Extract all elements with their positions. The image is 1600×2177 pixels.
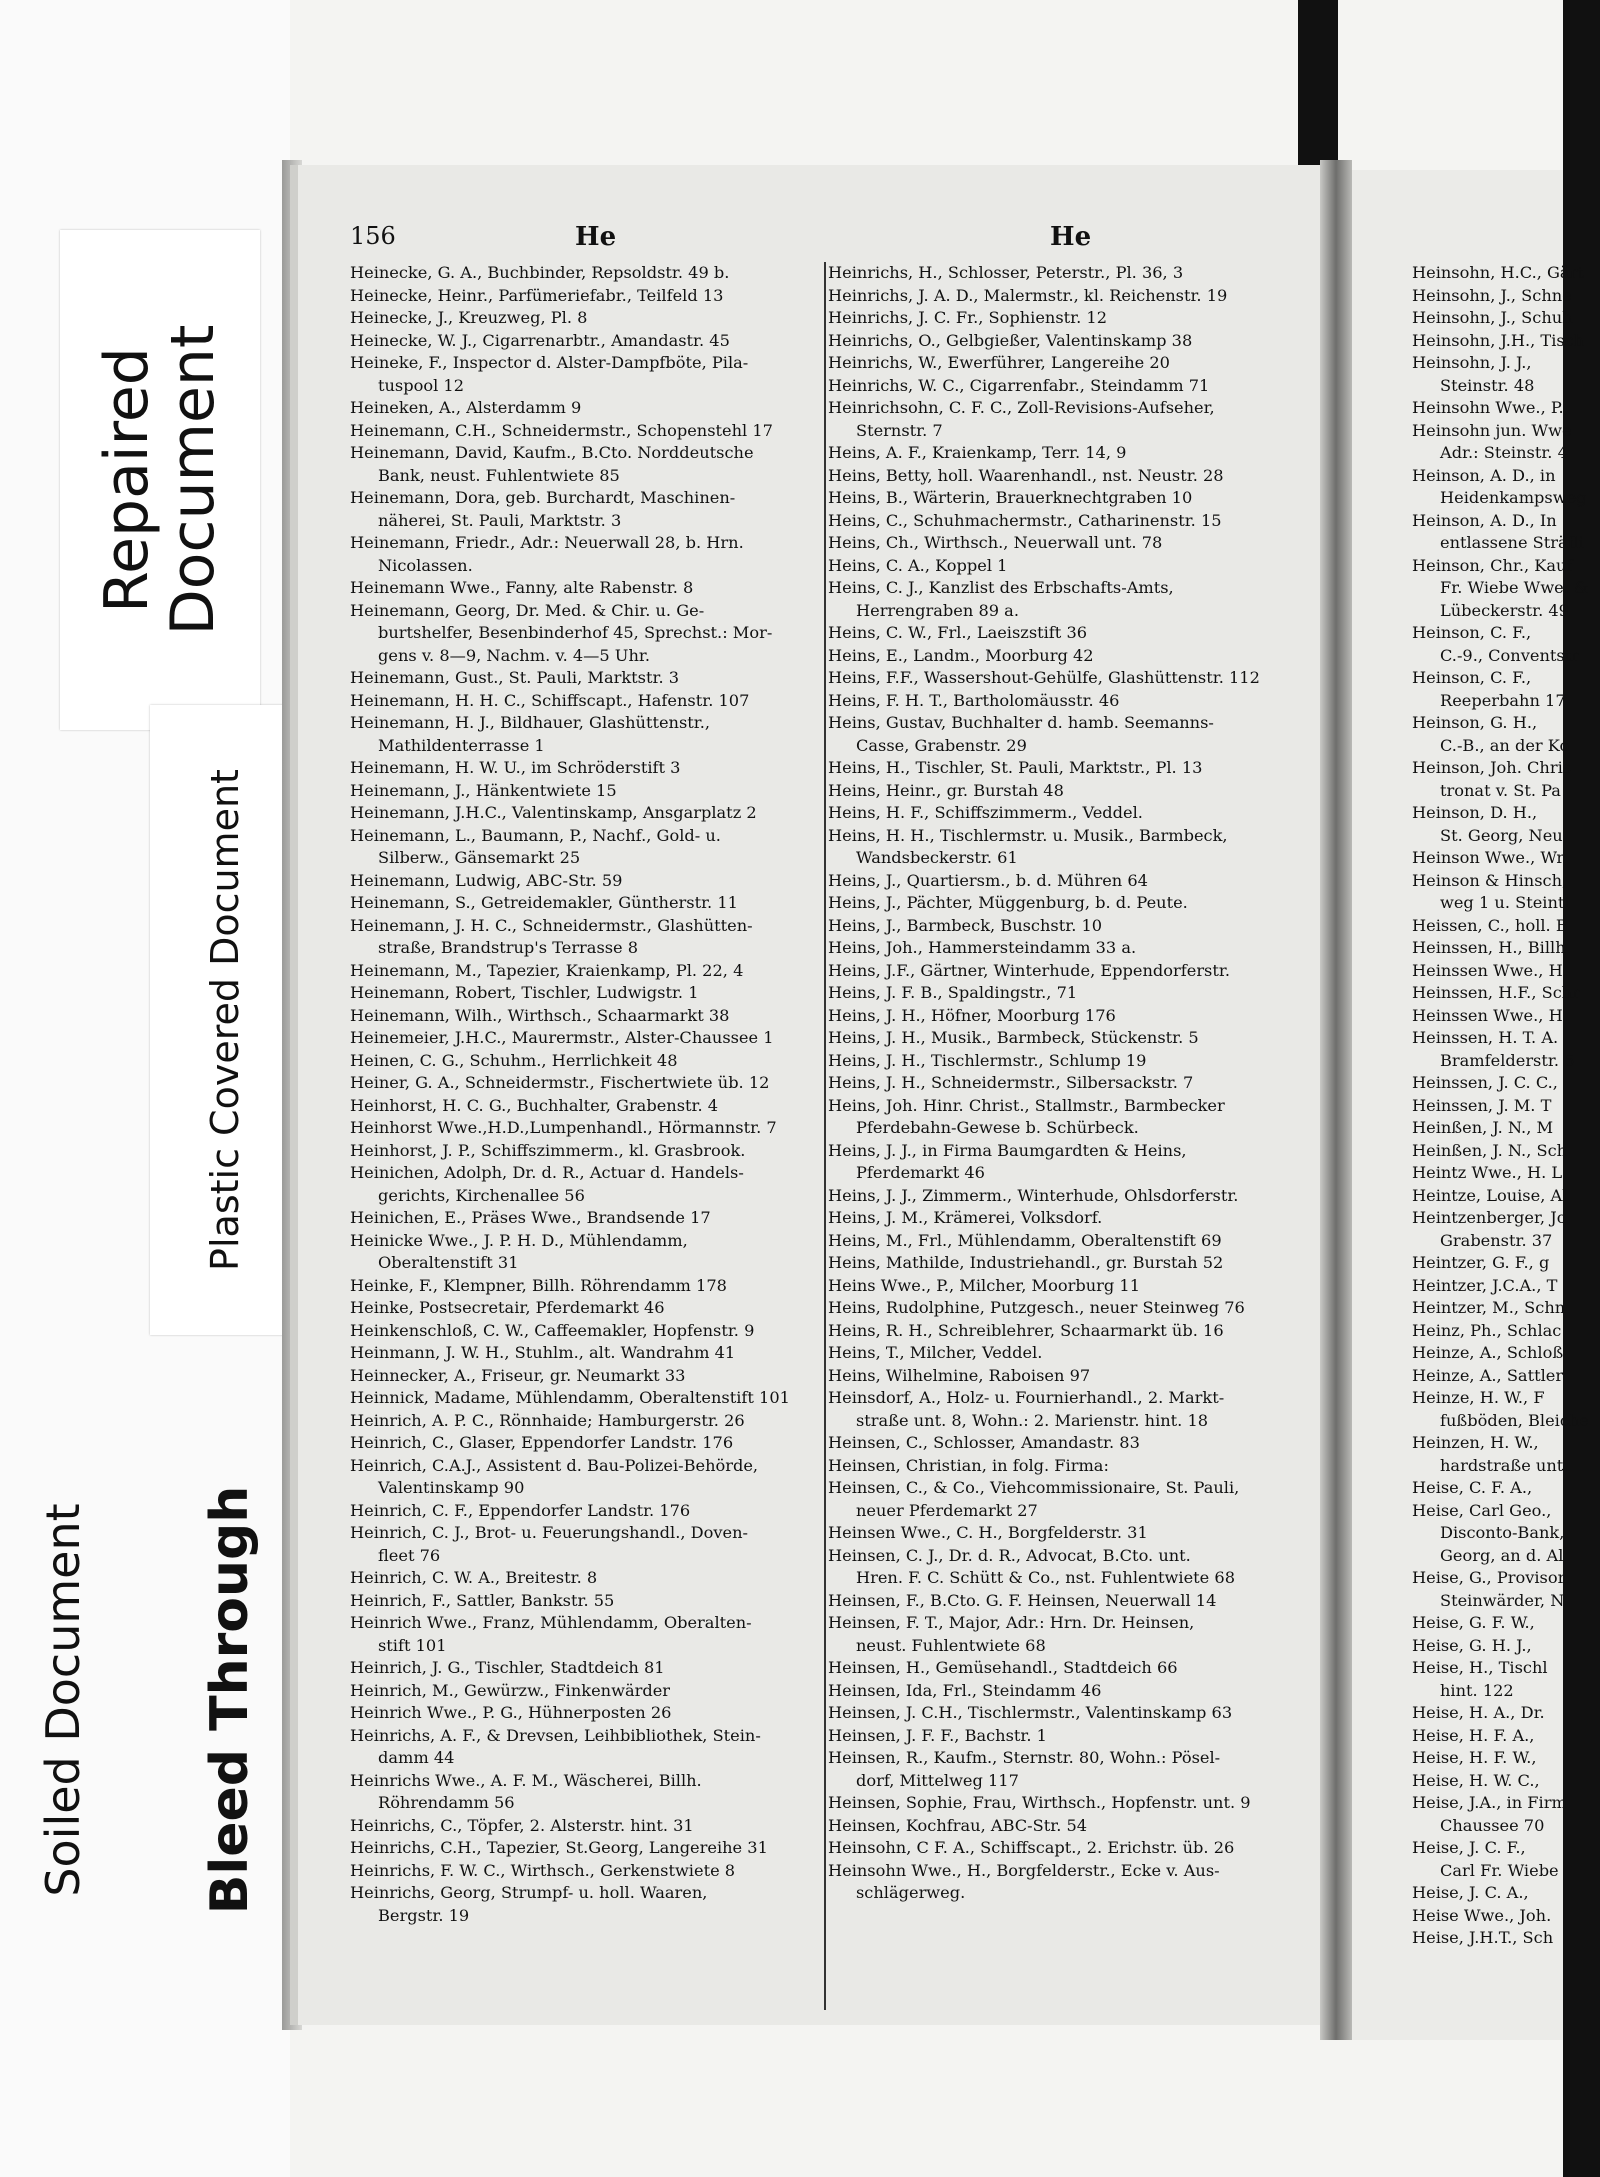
directory-entry-line: Heins, Wilhelmine, Raboisen 97 bbox=[828, 1365, 1091, 1385]
directory-entry-line: Georg, an d. Al bbox=[1440, 1545, 1564, 1565]
directory-entry-line: burtshelfer, Besenbinderhof 45, Sprechst.: Mor- bbox=[378, 623, 773, 642]
directory-entry-line: Heinemann, Ludwig, ABC-Str. 59 bbox=[350, 870, 623, 890]
directory-entry-line: Heinecke, Heinr., Parfümeriefabr., Teilfeld 13 bbox=[350, 285, 724, 305]
directory-entry-line: Heins, H., Tischler, St. Pauli, Marktstr., Pl. 13 bbox=[828, 758, 1203, 777]
directory-entry-line: Heinemann Wwe., Fanny, alte Rabenstr. 8 bbox=[350, 578, 694, 597]
directory-entry-line: Heinssen, H., Billh bbox=[1412, 938, 1566, 957]
directory-entry-line: gens v. 8—9, Nachm. v. 4—5 Uhr. bbox=[378, 645, 650, 665]
directory-entry-line: Heins, J. F. B., Spaldingstr., 71 bbox=[828, 983, 1078, 1002]
directory-entry-line: Heinsen, Ida, Frl., Steindamm 46 bbox=[828, 1680, 1102, 1700]
directory-entry-line: Heise Wwe., Joh. bbox=[1412, 1905, 1552, 1925]
directory-entry-line: Heinhorst Wwe.,H.D.,Lumpenhandl., Hörmannstr. 7 bbox=[350, 1118, 777, 1137]
directory-entry-line: Heins, F.F., Wassershout-Gehülfe, Glashüttenstr. 112 bbox=[828, 668, 1260, 687]
directory-entry-line: Heinrich Wwe., Franz, Mühlendamm, Oberalten- bbox=[350, 1613, 752, 1632]
directory-entry-line: Heinsen, J. F. F., Bachstr. 1 bbox=[828, 1725, 1047, 1745]
next-page-column bbox=[1412, 262, 1600, 1950]
directory-entry-line: Heinze, A., Sattler bbox=[1412, 1365, 1564, 1385]
directory-entry-line: Steinstr. 48 bbox=[1440, 375, 1535, 395]
directory-entry-line: Heintzer, G. F., g bbox=[1412, 1253, 1550, 1272]
directory-entry-line: Heintz Wwe., H. L bbox=[1412, 1163, 1563, 1182]
directory-entry-line: Heinnecker, A., Friseur, gr. Neumarkt 33 bbox=[350, 1365, 686, 1385]
directory-entry-line: Heins, Heinr., gr. Burstah 48 bbox=[828, 780, 1064, 800]
directory-entry-line: Heinrich, J. G., Tischler, Stadtdeich 81 bbox=[350, 1658, 665, 1677]
directory-entry-line: dorf, Mittelweg 117 bbox=[856, 1770, 1019, 1790]
directory-entry-line: Heinson, G. H., bbox=[1412, 713, 1538, 732]
directory-entry-line: Adr.: Steinstr. 4 bbox=[1440, 443, 1568, 462]
directory-entry-line: stift 101 bbox=[378, 1635, 447, 1655]
left-column bbox=[350, 262, 825, 1927]
directory-entry-line: Heinze, H. W., F bbox=[1412, 1388, 1545, 1407]
directory-entry-line: Heins, J. M., Krämerei, Volksdorf. bbox=[828, 1208, 1103, 1227]
directory-entry-line: Heise, G., Provisor bbox=[1412, 1568, 1566, 1587]
directory-entry-line: Heins, Rudolphine, Putzgesch., neuer Steinweg 76 bbox=[828, 1298, 1245, 1317]
plastic-label-text: Plastic Covered Document bbox=[203, 769, 247, 1271]
directory-entry-line: Heise, H. F. W., bbox=[1412, 1748, 1537, 1767]
directory-entry-line: Heins, J., Pächter, Müggenburg, b. d. Peute. bbox=[828, 893, 1188, 912]
directory-entry-line: Heinrichs, O., Gelbgießer, Valentinskamp 38 bbox=[828, 330, 1193, 350]
directory-entry-line: Heinssen, H.F., Schr bbox=[1412, 983, 1580, 1002]
soiled-label-text: Soiled Document bbox=[36, 1503, 90, 1897]
repaired-document-label bbox=[60, 230, 260, 730]
directory-entry-line: Bergstr. 19 bbox=[378, 1905, 470, 1925]
directory-entry-line: Heinemann, L., Baumann, P., Nachf., Gold- u. bbox=[350, 825, 721, 845]
directory-entry-line: Heins, Joh., Hammersteindamm 33 a. bbox=[828, 938, 1137, 957]
directory-entry-line: Disconto-Bank, bbox=[1440, 1523, 1565, 1542]
directory-entry-line: Heins, H. F., Schiffszimmerm., Veddel. bbox=[828, 803, 1143, 822]
directory-entry-line: Valentinskamp 90 bbox=[378, 1478, 525, 1497]
directory-entry-line: Heinsen, C. J., Dr. d. R., Advocat, B.Cto. unt. bbox=[828, 1545, 1191, 1565]
directory-entry-line: Heinemann, Friedr., Adr.: Neuerwall 28, b. Hrn. bbox=[350, 533, 744, 552]
directory-entry-line: Heinsohn, H.C., Gärt bbox=[1412, 263, 1584, 282]
directory-entry-line: Heissen, C., holl. B bbox=[1412, 915, 1568, 935]
directory-entry-line: Heinrich, C., Glaser, Eppendorfer Landstr. 176 bbox=[350, 1433, 734, 1452]
directory-entry-line: Heinsen, F. T., Major, Adr.: Hrn. Dr. Heinsen, bbox=[828, 1613, 1195, 1632]
directory-entry-line: Heins, Joh. Hinr. Christ., Stallmstr., Barmbecker bbox=[828, 1095, 1225, 1115]
directory-entry-line: Heins, B., Wärterin, Brauerknechtgraben 10 bbox=[828, 488, 1193, 507]
directory-entry-line: Heins Wwe., P., Milcher, Moorburg 11 bbox=[828, 1275, 1140, 1295]
directory-entry-line: Heinsen, C., & Co., Viehcommissionaire, St. Pauli, bbox=[828, 1478, 1240, 1497]
directory-entry-line: Pferdemarkt 46 bbox=[856, 1163, 985, 1182]
directory-entry-line: Heinke, Postsecretair, Pferdemarkt 46 bbox=[350, 1298, 665, 1317]
directory-entry-line: Heinen, C. G., Schuhm., Herrlichkeit 48 bbox=[350, 1050, 678, 1070]
directory-entry-line: Heinson, C. F., bbox=[1412, 668, 1532, 687]
directory-entry-line: Heise, J.H.T., Sch bbox=[1412, 1928, 1554, 1947]
directory-entry-line: Heinemann, David, Kaufm., B.Cto. Norddeutsche bbox=[350, 443, 754, 462]
directory-entry-line: hint. 122 bbox=[1440, 1680, 1514, 1700]
directory-entry-line: Heins, C. A., Koppel 1 bbox=[828, 555, 1008, 575]
page-number: 156 bbox=[350, 222, 396, 250]
directory-entry-line: Heintzenberger, Jo bbox=[1412, 1208, 1567, 1227]
bleed-through-label bbox=[175, 1400, 285, 2000]
directory-entry-line: Heinecke, J., Kreuzweg, Pl. 8 bbox=[350, 308, 588, 327]
directory-entry-line: Heinsen, R., Kaufm., Sternstr. 80, Wohn.: Pösel- bbox=[828, 1748, 1221, 1767]
directory-entry-line: Heinz, Ph., Schlac bbox=[1412, 1320, 1562, 1340]
directory-entry-line: neuer Pferdemarkt 27 bbox=[856, 1500, 1038, 1520]
directory-entry-line: weg 1 u. Steintl bbox=[1440, 893, 1570, 912]
directory-entry-line: Heineke, F., Inspector d. Alster-Dampfböte, Pila- bbox=[350, 353, 749, 372]
directory-entry-line: tuspool 12 bbox=[378, 375, 465, 395]
directory-entry-line: Heinrich, A. P. C., Rönnhaide; Hamburgerstr. 26 bbox=[350, 1410, 745, 1430]
repaired-label-line1: Repaired bbox=[92, 347, 162, 613]
directory-entry-line: Heinrich Wwe., P. G., Hühnerposten 26 bbox=[350, 1703, 672, 1722]
directory-entry-line: Bramfelderstr. 5 bbox=[1440, 1050, 1575, 1070]
book-gutter bbox=[1320, 160, 1352, 2040]
directory-entry-line: Heinze, A., Schloß bbox=[1412, 1343, 1564, 1362]
directory-entry-line: Heinrich, M., Gewürzw., Finkenwärder bbox=[350, 1680, 671, 1700]
directory-entry-line: Heins, C. J., Kanzlist des Erbschafts-Amts, bbox=[828, 578, 1174, 597]
directory-entry-line: Heinrichs, J. A. D., Malermstr., kl. Reichenstr. 19 bbox=[828, 285, 1228, 305]
directory-entry-line: Heinsen, C., Schlosser, Amandastr. 83 bbox=[828, 1433, 1140, 1452]
directory-entry-line: Heins, Ch., Wirthsch., Neuerwall unt. 78 bbox=[828, 533, 1163, 552]
directory-entry-line: Heinsohn Wwe., H., Borgfelderstr., Ecke v. Aus- bbox=[828, 1860, 1220, 1880]
directory-entry-line: Heins, R. H., Schreiblehrer, Schaarmarkt üb. 16 bbox=[828, 1320, 1224, 1340]
directory-entry-line: Heinhorst, J. P., Schiffszimmerm., kl. Grasbrook. bbox=[350, 1140, 746, 1160]
directory-entry-line: tronat v. St. Pa bbox=[1440, 780, 1561, 800]
directory-entry-line: Heinsdorf, A., Holz- u. Fournierhandl., 2. Markt- bbox=[828, 1388, 1225, 1407]
directory-entry-line: damm 44 bbox=[378, 1748, 455, 1767]
directory-entry-line: Hren. F. C. Schütt & Co., nst. Fuhlentwiete 68 bbox=[856, 1568, 1235, 1587]
directory-entry-line: Heintze, Louise, Al bbox=[1412, 1185, 1568, 1205]
directory-entry-line: Heins, C., Schuhmachermstr., Catharinenstr. 15 bbox=[828, 510, 1222, 530]
directory-entry-line: Heinrichs, H., Schlosser, Peterstr., Pl. 36, 3 bbox=[828, 263, 1184, 282]
directory-entry-line: Röhrendamm 56 bbox=[378, 1793, 515, 1812]
directory-entry-line: Chaussee 70 bbox=[1440, 1815, 1545, 1835]
directory-entry-line: Heinemeier, J.H.C., Maurermstr., Alster-Chaussee 1 bbox=[350, 1028, 774, 1047]
directory-entry-line: Heinemann, J. H. C., Schneidermstr., Glashütten- bbox=[350, 915, 753, 935]
directory-entry-line: Heinkenschloß, C. W., Caffeemakler, Hopfenstr. 9 bbox=[350, 1320, 755, 1340]
directory-entry-line: Heinemann, M., Tapezier, Kraienkamp, Pl. 22, 4 bbox=[350, 960, 744, 980]
directory-entry-line: Heinrich, C. F., Eppendorfer Landstr. 176 bbox=[350, 1500, 691, 1520]
directory-entry-line: Heinemann, Wilh., Wirthsch., Schaarmarkt 38 bbox=[350, 1005, 730, 1025]
directory-entry-line: Heinrich, C.A.J., Assistent d. Bau-Polizei-Behörde, bbox=[350, 1455, 759, 1475]
directory-entry-line: Heins, M., Frl., Mühlendamm, Oberaltenstift 69 bbox=[828, 1230, 1222, 1250]
directory-entry-line: Heintzer, J.C.A., T bbox=[1412, 1275, 1558, 1295]
bleed-label-text: Bleed Through bbox=[200, 1485, 260, 1915]
directory-entry-line: St. Georg, Neu bbox=[1440, 825, 1563, 845]
directory-entry-line: Heinrichs, C.H., Tapezier, St.Georg, Langereihe 31 bbox=[350, 1838, 768, 1857]
directory-entry-line: Heinichen, Adolph, Dr. d. R., Actuar d. Handels- bbox=[350, 1163, 744, 1182]
directory-entry-line: Heinmann, J. W. H., Stuhlm., alt. Wandrahm 41 bbox=[350, 1343, 736, 1362]
directory-entry-line: Heintzer, M., Schn bbox=[1412, 1298, 1566, 1317]
directory-entry-line: Nicolassen. bbox=[378, 555, 473, 575]
directory-entry-line: Sternstr. 7 bbox=[856, 420, 943, 440]
directory-entry-line: Wandsbeckerstr. 61 bbox=[856, 848, 1018, 867]
directory-entry-line: Heinichen, E., Präses Wwe., Brandsende 17 bbox=[350, 1208, 711, 1227]
directory-entry-line: Heinecke, G. A., Buchbinder, Repsoldstr. 49 b. bbox=[350, 263, 730, 282]
directory-entry-line: schlägerweg. bbox=[856, 1883, 966, 1902]
directory-entry-line: Heise, H. A., Dr. bbox=[1412, 1703, 1545, 1722]
directory-entry-line: Heins, J. H., Tischlermstr., Schlump 19 bbox=[828, 1050, 1147, 1070]
directory-entry-line: Heins, E., Landm., Moorburg 42 bbox=[828, 645, 1094, 665]
directory-entry-line: Heinhorst, H. C. G., Buchhalter, Grabenstr. 4 bbox=[350, 1095, 719, 1115]
directory-entry-line: Heinssen Wwe., H. bbox=[1412, 960, 1568, 980]
directory-entry-line: Heise, J.A., in Firm bbox=[1412, 1793, 1567, 1812]
directory-entry-line: Heinssen Wwe., H. bbox=[1412, 1005, 1568, 1025]
directory-entry-line: Heins, J., Quartiersm., b. d. Mühren 64 bbox=[828, 870, 1148, 890]
directory-entry-line: Heinemann, Robert, Tischler, Ludwigstr. 1 bbox=[350, 983, 699, 1002]
directory-entry-line: Heidenkampsweg bbox=[1440, 488, 1587, 507]
directory-entry-line: Heise, J. C. F., bbox=[1412, 1838, 1526, 1857]
directory-entry-line: Heineken, A., Alsterdamm 9 bbox=[350, 398, 582, 417]
directory-entry-line: Heinssen, J. C. C., bbox=[1412, 1073, 1558, 1092]
directory-entry-line: Heinson, A. D., in bbox=[1412, 465, 1556, 485]
directory-entry-line: entlassene Sträfli bbox=[1440, 533, 1584, 552]
directory-entry-line: Bank, neust. Fuhlentwiete 85 bbox=[378, 465, 620, 485]
directory-entry-line: Heinnick, Madame, Mühlendamm, Oberaltenstift 101 bbox=[350, 1388, 790, 1407]
directory-entry-line: Mathildenterrasse 1 bbox=[378, 735, 545, 755]
directory-entry-line: fleet 76 bbox=[378, 1545, 441, 1565]
right-column bbox=[828, 262, 1313, 1905]
directory-entry-line: Heinrichs Wwe., A. F. M., Wäscherei, Billh. bbox=[350, 1770, 702, 1790]
directory-entry-line: Heinsen, Christian, in folg. Firma: bbox=[828, 1455, 1109, 1475]
directory-entry-line: Heinrichs, F. W. C., Wirthsch., Gerkenstwiete 8 bbox=[350, 1860, 736, 1880]
directory-entry-line: Heinemann, J.H.C., Valentinskamp, Ansgarplatz 2 bbox=[350, 803, 757, 822]
directory-entry-line: Pferdebahn-Gewese b. Schürbeck. bbox=[856, 1118, 1139, 1137]
directory-entry-line: Heinecke, W. J., Cigarrenarbtr., Amandastr. 45 bbox=[350, 330, 730, 350]
directory-entry-line: Heinßen, J. N., Sch bbox=[1412, 1140, 1568, 1160]
directory-entry-line: Heinson, C. F., bbox=[1412, 623, 1532, 642]
directory-entry-line: Heinsen, H., Gemüsehandl., Stadtdeich 66 bbox=[828, 1658, 1178, 1677]
directory-entry-line: Fr. Wiebe Wwe. & bbox=[1440, 578, 1589, 597]
directory-entry-line: Heinrichsohn, C. F. C., Zoll-Revisions-Aufseher, bbox=[828, 398, 1215, 417]
directory-entry-line: fußböden, Bleiche bbox=[1440, 1410, 1589, 1430]
directory-entry-line: Heinsohn, J., Schne bbox=[1412, 285, 1572, 305]
directory-entry-line: Heinemann, Georg, Dr. Med. & Chir. u. Ge- bbox=[350, 600, 705, 620]
directory-entry-line: Heinsohn, C F. A., Schiffscapt., 2. Erichstr. üb. 26 bbox=[828, 1838, 1235, 1857]
directory-entry-line: Heinrichs, Georg, Strumpf- u. holl. Waaren, bbox=[350, 1883, 708, 1902]
directory-entry-line: Carl Fr. Wiebe bbox=[1440, 1860, 1559, 1880]
directory-entry-line: Heise, Carl Geo., bbox=[1412, 1500, 1552, 1520]
directory-entry-line: Heinson, A. D., In bbox=[1412, 510, 1557, 530]
black-clip-top bbox=[1298, 0, 1338, 175]
directory-entry-line: Heins, Mathilde, Industriehandl., gr. Burstah 52 bbox=[828, 1253, 1224, 1272]
directory-entry-line: Silberw., Gänsemarkt 25 bbox=[378, 848, 581, 867]
directory-entry-line: C.-B., an der Ko bbox=[1440, 735, 1570, 755]
directory-entry-line: Heinemann, H. H. C., Schiffscapt., Hafenstr. 107 bbox=[350, 690, 750, 710]
directory-entry-line: Heinrich, F., Sattler, Bankstr. 55 bbox=[350, 1590, 615, 1610]
directory-entry-line: Heinrich, C. J., Brot- u. Feuerungshandl., Doven- bbox=[350, 1523, 748, 1542]
directory-entry-line: Lübeckerstr. 49 bbox=[1440, 600, 1569, 620]
directory-entry-line: Steinwärder, N bbox=[1440, 1590, 1565, 1610]
directory-entry-line: Oberaltenstift 31 bbox=[378, 1253, 519, 1272]
directory-entry-line: Heinsohn Wwe., P., bbox=[1412, 398, 1569, 417]
directory-entry-line: Grabenstr. 37 bbox=[1440, 1230, 1553, 1250]
directory-entry-line: Heinson Wwe., Wr bbox=[1412, 848, 1565, 867]
directory-entry-line: Heinemann, Gust., St. Pauli, Marktstr. 3 bbox=[350, 668, 680, 687]
directory-entry-line: Heiner, G. A., Schneidermstr., Fischertwiete üb. 12 bbox=[350, 1073, 770, 1092]
directory-entry-line: Heinemann, Dora, geb. Burchardt, Maschinen- bbox=[350, 488, 736, 507]
directory-entry-line: Herrengraben 89 a. bbox=[856, 600, 1019, 620]
page-header bbox=[350, 222, 1320, 254]
directory-entry-line: Heinsen, Kochfrau, ABC-Str. 54 bbox=[828, 1815, 1088, 1835]
directory-entry-line: Heins, Betty, holl. Waarenhandl., nst. Neustr. 28 bbox=[828, 465, 1224, 485]
directory-entry-line: Heinsen Wwe., C. H., Borgfelderstr. 31 bbox=[828, 1523, 1148, 1542]
directory-entry-line: Heinemann, C.H., Schneidermstr., Schopenstehl 17 bbox=[350, 420, 773, 440]
directory-entry-line: C.-9., Conventstr bbox=[1440, 645, 1579, 665]
directory-entry-line: Heinsen, J. C.H., Tischlermstr., Valentinskamp 63 bbox=[828, 1703, 1233, 1722]
plastic-covered-document-label bbox=[150, 705, 300, 1335]
directory-entry-line: Heinsohn, J.H., Tisch bbox=[1412, 330, 1585, 350]
directory-entry-line: Heinson, D. H., bbox=[1412, 803, 1538, 822]
directory-entry-line: Reeperbahn 17 bbox=[1440, 690, 1566, 710]
directory-entry-line: Heins, A. F., Kraienkamp, Terr. 14, 9 bbox=[828, 443, 1127, 462]
directory-entry-line: Heins, Gustav, Buchhalter d. hamb. Seemanns- bbox=[828, 713, 1214, 732]
directory-entry-line: Heinrichs, J. C. Fr., Sophienstr. 12 bbox=[828, 308, 1108, 327]
directory-entry-line: Heinsen, Sophie, Frau, Wirthsch., Hopfenstr. unt. 9 bbox=[828, 1793, 1251, 1812]
directory-entry-line: näherei, St. Pauli, Marktstr. 3 bbox=[378, 510, 622, 530]
directory-entry-line: Heins, F. H. T., Bartholomäusstr. 46 bbox=[828, 690, 1120, 710]
directory-entry-line: Heinemann, J., Hänkentwiete 15 bbox=[350, 780, 617, 800]
directory-entry-line: Heinsen, F., B.Cto. G. F. Heinsen, Neuerwall 14 bbox=[828, 1590, 1217, 1610]
directory-entry-line: Heins, C. W., Frl., Laeiszstift 36 bbox=[828, 623, 1088, 642]
directory-entry-line: Heinßen, J. N., M bbox=[1412, 1118, 1554, 1137]
directory-entry-line: Heinke, F., Klempner, Billh. Röhrendamm 178 bbox=[350, 1275, 727, 1295]
directory-entry-line: Heise, G. H. J., bbox=[1412, 1635, 1532, 1655]
directory-entry-line: Heinrichs, W. C., Cigarrenfabr., Steindamm 71 bbox=[828, 375, 1210, 395]
directory-entry-line: Heinicke Wwe., J. P. H. D., Mühlendamm, bbox=[350, 1230, 688, 1250]
directory-entry-line: Heins, T., Milcher, Veddel. bbox=[828, 1343, 1043, 1362]
directory-entry-line: straße unt. 8, Wohn.: 2. Marienstr. hint. 18 bbox=[856, 1410, 1209, 1430]
directory-entry-line: Heins, J. H., Musik., Barmbeck, Stückenstr. 5 bbox=[828, 1028, 1199, 1047]
soiled-document-label bbox=[8, 1400, 118, 2000]
directory-entry-line: Heinsohn jun. Wwe bbox=[1412, 420, 1572, 440]
directory-entry-line: Heinemann, H. W. U., im Schröderstift 3 bbox=[350, 758, 681, 777]
directory-entry-line: Heise, C. F. A., bbox=[1412, 1478, 1533, 1497]
directory-entry-line: Heinrichs, A. F., & Drevsen, Leihbibliothek, Stein- bbox=[350, 1725, 761, 1745]
directory-entry-line: Heise, H. F. A., bbox=[1412, 1725, 1535, 1745]
directory-entry-line: Heins, J. J., Zimmerm., Winterhude, Ohlsdorferstr. bbox=[828, 1185, 1239, 1205]
directory-entry-line: Heinrichs, W., Ewerführer, Langereihe 20 bbox=[828, 353, 1170, 372]
directory-entry-line: Heise, J. C. A., bbox=[1412, 1883, 1529, 1902]
directory-entry-line: Heinson & Hinsch, bbox=[1412, 870, 1568, 890]
directory-entry-line: Heinson, Joh. Chris bbox=[1412, 758, 1572, 777]
directory-entry-line: Heins, H. H., Tischlermstr. u. Musik., Barmbeck, bbox=[828, 825, 1228, 845]
directory-entry-line: Heinsohn, J., Schuh bbox=[1412, 308, 1573, 327]
directory-entry-line: straße, Brandstrup's Terrasse 8 bbox=[378, 938, 639, 957]
directory-entry-line: Heinemann, H. J., Bildhauer, Glashüttenstr., bbox=[350, 713, 711, 732]
directory-entry-line: Heinrich, C. W. A., Breitestr. 8 bbox=[350, 1568, 598, 1587]
directory-entry-line: Heinssen, H. T. A. bbox=[1412, 1028, 1559, 1047]
directory-entry-line: Heise, H., Tischl bbox=[1412, 1658, 1548, 1677]
directory-entry-line: Heinssen, J. M. T bbox=[1412, 1095, 1552, 1115]
directory-entry-line: Heins, J. H., Schneidermstr., Silbersackstr. 7 bbox=[828, 1073, 1194, 1092]
directory-entry-line: Heinsohn, J. J., bbox=[1412, 353, 1532, 372]
directory-entry-line: Heinson, Chr., Kauf bbox=[1412, 555, 1573, 575]
directory-entry-line: Heins, J. J., in Firma Baumgardten & Heins, bbox=[828, 1140, 1187, 1160]
directory-entry-line: hardstraße unt. bbox=[1440, 1455, 1569, 1475]
directory-entry-line: neust. Fuhlentwiete 68 bbox=[856, 1635, 1046, 1655]
repaired-label-line2: Document bbox=[158, 324, 228, 636]
directory-entry-line: Heinzen, H. W., bbox=[1412, 1433, 1539, 1452]
directory-entry-line: Heins, J. H., Höfner, Moorburg 176 bbox=[828, 1005, 1116, 1025]
directory-entry-line: Heins, J.F., Gärtner, Winterhude, Eppendorferstr. bbox=[828, 960, 1230, 980]
directory-entry-line: gerichts, Kirchenallee 56 bbox=[378, 1185, 585, 1205]
directory-entry-line: Casse, Grabenstr. 29 bbox=[856, 735, 1027, 755]
running-head-left: He bbox=[575, 222, 617, 252]
directory-entry-line: Heinrichs, C., Töpfer, 2. Alsterstr. hint. 31 bbox=[350, 1815, 694, 1835]
directory-entry-line: Heinemann, S., Getreidemakler, Güntherstr. 11 bbox=[350, 893, 738, 912]
directory-entry-line: Heise, H. W. C., bbox=[1412, 1770, 1540, 1790]
running-head-right: He bbox=[1050, 222, 1092, 252]
directory-entry-line: Heins, J., Barmbeck, Buschstr. 10 bbox=[828, 915, 1103, 935]
directory-entry-line: Heise, G. F. W., bbox=[1412, 1613, 1535, 1632]
